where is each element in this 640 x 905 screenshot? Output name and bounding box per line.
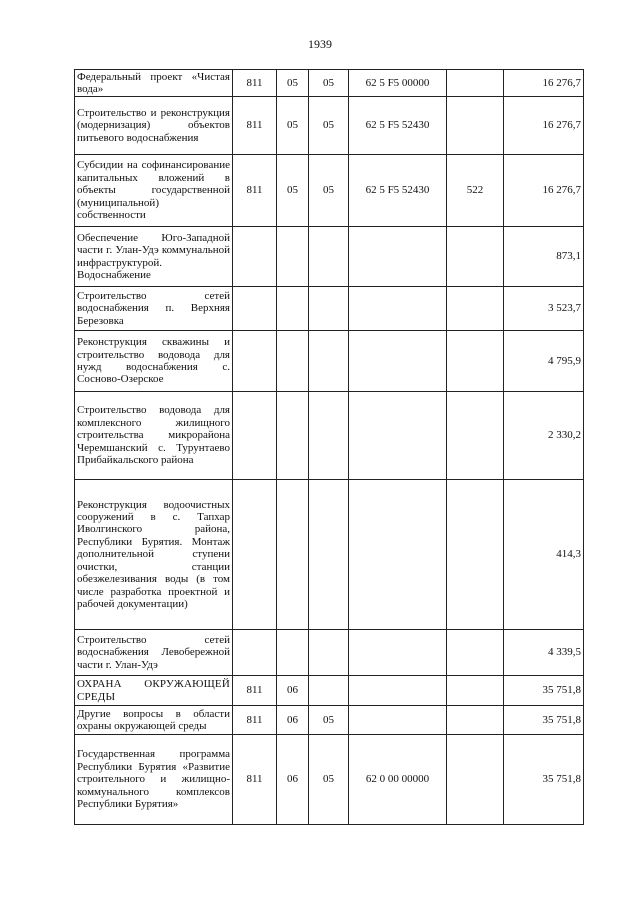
row-subsection: 05 (309, 97, 349, 155)
row-expense-type (447, 735, 504, 825)
row-subsection (309, 480, 349, 630)
row-amount: 4 339,5 (504, 630, 584, 676)
table-row (75, 630, 584, 676)
table-row (75, 480, 584, 630)
row-name: Государственная программа Республики Бурятия «Развитие строительного и жилищно-коммунального комплексов Республики Бурятия» (75, 735, 233, 825)
row-section (277, 480, 309, 630)
row-subsection (309, 630, 349, 676)
row-expense-type (447, 287, 504, 331)
row-amount: 3 523,7 (504, 287, 584, 331)
row-target-article: 62 5 F5 00000 (349, 70, 447, 97)
row-grbs: 811 (233, 70, 277, 97)
row-amount: 35 751,8 (504, 735, 584, 825)
row-expense-type (447, 97, 504, 155)
row-grbs: 811 (233, 97, 277, 155)
row-grbs (233, 287, 277, 331)
row-target-article: 62 5 F5 52430 (349, 97, 447, 155)
row-amount: 16 276,7 (504, 155, 584, 227)
row-subsection: 05 (309, 706, 349, 735)
row-subsection (309, 331, 349, 392)
row-name: Субсидии на софинансирование капитальных вложений в объекты государственной (муниципальной) собственности (75, 155, 233, 227)
table-row (75, 706, 584, 735)
row-name: Строительство сетей водоснабжения Левобережной части г. Улан-Удэ (75, 630, 233, 676)
row-section (277, 630, 309, 676)
row-amount: 414,3 (504, 480, 584, 630)
row-amount: 4 795,9 (504, 331, 584, 392)
row-expense-type: 522 (447, 155, 504, 227)
row-subsection (309, 676, 349, 706)
row-amount: 873,1 (504, 227, 584, 287)
row-target-article (349, 676, 447, 706)
row-name: Строительство сетей водоснабжения п. Верхняя Березовка (75, 287, 233, 331)
table-row (75, 735, 584, 825)
row-target-article (349, 706, 447, 735)
row-target-article: 62 5 F5 52430 (349, 155, 447, 227)
row-amount: 2 330,2 (504, 392, 584, 480)
row-target-article (349, 480, 447, 630)
row-grbs (233, 331, 277, 392)
row-target-article (349, 287, 447, 331)
row-section: 06 (277, 735, 309, 825)
row-target-article (349, 392, 447, 480)
row-grbs: 811 (233, 676, 277, 706)
row-name: Строительство водовода для комплексного жилищного строительства микрорайона Черемшанский с. Турунтаево Прибайкальского района (75, 392, 233, 480)
row-expense-type (447, 676, 504, 706)
row-subsection (309, 392, 349, 480)
row-grbs: 811 (233, 706, 277, 735)
table-row (75, 97, 584, 155)
row-name: Федеральный проект «Чистая вода» (75, 70, 233, 97)
table-row (75, 287, 584, 331)
row-section: 05 (277, 70, 309, 97)
row-section (277, 227, 309, 287)
table-row (75, 392, 584, 480)
row-expense-type (447, 480, 504, 630)
row-target-article (349, 630, 447, 676)
table-row (75, 227, 584, 287)
row-name: Другие вопросы в области охраны окружающей среды (75, 706, 233, 735)
budget-table (74, 69, 584, 825)
table-row (75, 155, 584, 227)
row-subsection (309, 287, 349, 331)
row-target-article (349, 331, 447, 392)
table-row (75, 676, 584, 706)
row-grbs (233, 392, 277, 480)
row-amount: 16 276,7 (504, 70, 584, 97)
row-name: Реконструкция скважины и строительство водовода для нужд водоснабжения с. Сосново-Озерское (75, 331, 233, 392)
row-expense-type (447, 630, 504, 676)
row-subsection: 05 (309, 735, 349, 825)
row-name: Обеспечение Юго-Западной части г. Улан-Удэ коммунальной инфраструктурой. Водоснабжение (75, 227, 233, 287)
row-grbs: 811 (233, 155, 277, 227)
row-grbs: 811 (233, 735, 277, 825)
row-name: Реконструкция водоочистных сооружений в с. Тапхар Иволгинского района, Республики Бурятия. Монтаж дополнительной ступени очистки, станции обезжелезивания воды (в том числе разработка проектной и рабочей документации) (75, 480, 233, 630)
row-grbs (233, 480, 277, 630)
row-section: 06 (277, 706, 309, 735)
row-name: ОХРАНА ОКРУЖАЮЩЕЙ СРЕДЫ (75, 676, 233, 706)
row-subsection: 05 (309, 155, 349, 227)
row-section: 06 (277, 676, 309, 706)
row-target-article (349, 227, 447, 287)
row-amount: 35 751,8 (504, 706, 584, 735)
row-section: 05 (277, 97, 309, 155)
row-name: Строительство и реконструкция (модернизация) объектов питьевого водоснабжения (75, 97, 233, 155)
row-expense-type (447, 331, 504, 392)
row-expense-type (447, 70, 504, 97)
page-number: 1939 (308, 37, 332, 51)
row-grbs (233, 227, 277, 287)
table-row (75, 70, 584, 97)
row-amount: 35 751,8 (504, 676, 584, 706)
row-expense-type (447, 706, 504, 735)
row-section (277, 331, 309, 392)
row-expense-type (447, 227, 504, 287)
row-amount: 16 276,7 (504, 97, 584, 155)
row-subsection (309, 227, 349, 287)
row-target-article: 62 0 00 00000 (349, 735, 447, 825)
row-section (277, 392, 309, 480)
row-section: 05 (277, 155, 309, 227)
row-section (277, 287, 309, 331)
table-row (75, 331, 584, 392)
row-grbs (233, 630, 277, 676)
row-subsection: 05 (309, 70, 349, 97)
row-expense-type (447, 392, 504, 480)
